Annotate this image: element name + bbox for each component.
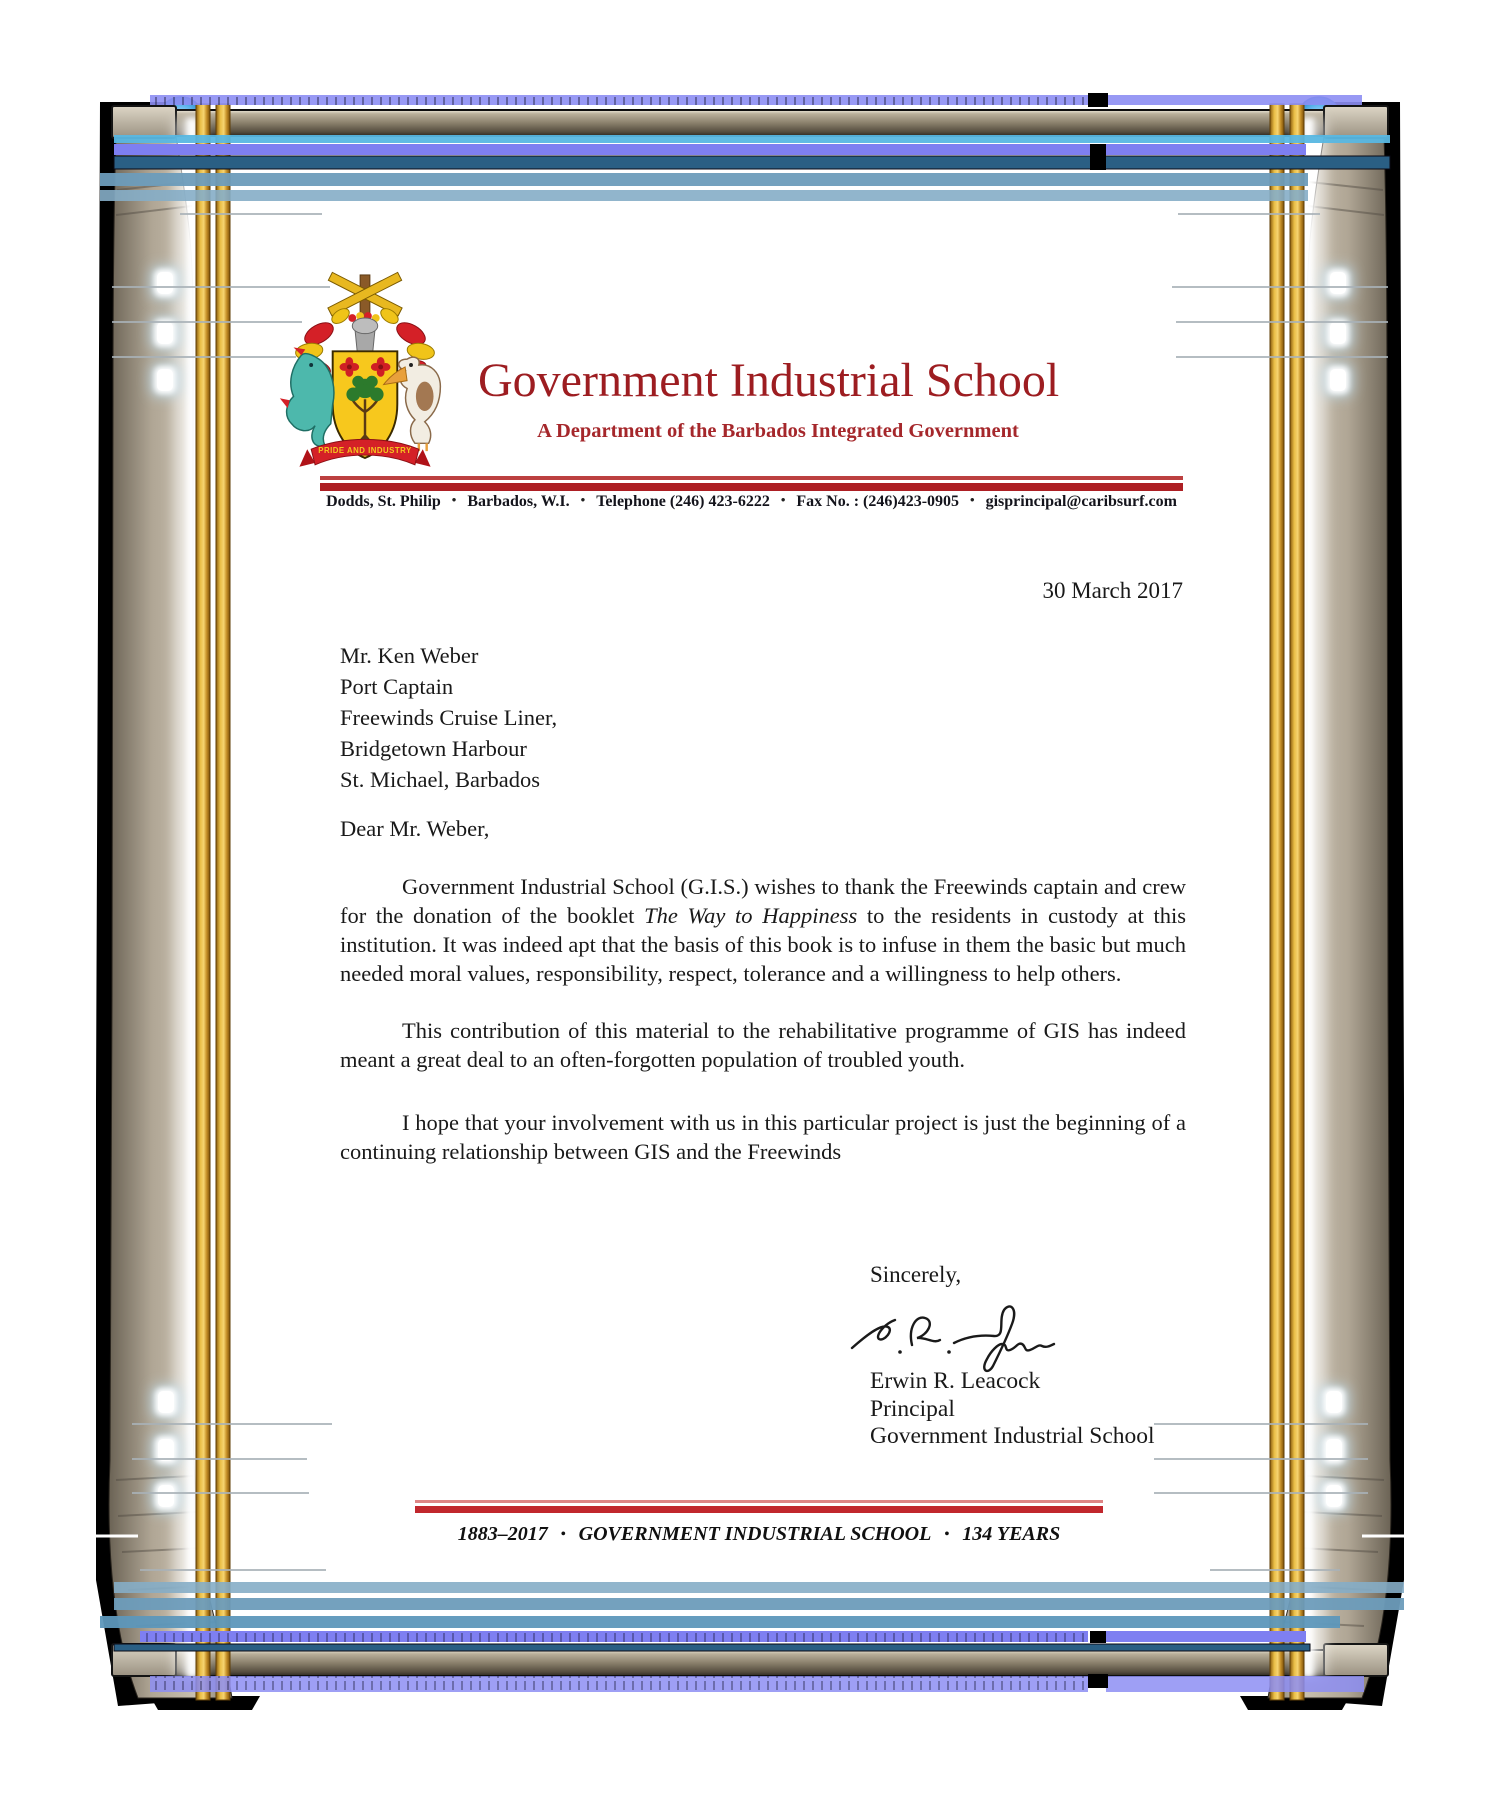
footer-anniversary: 134 YEARS (962, 1523, 1061, 1545)
contact-fax: Fax No. : (246)423-0905 (796, 493, 960, 510)
footer-organization: GOVERNMENT INDUSTRIAL SCHOOL (578, 1523, 932, 1545)
letter-date: 30 March 2017 (1042, 578, 1183, 603)
recipient-parish: St. Michael, Barbados (340, 767, 540, 792)
body-paragraph-1 (340, 872, 1186, 988)
barbados-coat-of-arms (272, 256, 458, 474)
contact-email: gisprincipal@caribsurf.com (985, 493, 1177, 510)
bullet-separator: • (780, 492, 786, 507)
school-name-title: Government Industrial School (478, 354, 1060, 407)
recipient-organization: Freewinds Cruise Liner, (340, 705, 558, 730)
header-rule-thick (320, 483, 1183, 491)
bullet-separator: • (580, 492, 586, 507)
recipient-address-block (340, 640, 557, 795)
signer-organization: Government Industrial School (870, 1423, 1155, 1449)
signer-title: Principal (870, 1395, 955, 1422)
footer-anniversary-line (375, 1523, 1143, 1546)
bullet-separator: • (451, 492, 457, 507)
body-paragraph-3: I hope that your involvement with us in this particular project is just the beginning of a continuing relationship between GIS and the Freewinds (340, 1110, 1186, 1164)
bullet-separator: • (560, 1527, 566, 1542)
recipient-location: Bridgetown Harbour (340, 736, 527, 761)
paragraph-text: Government Industrial School (G.I.S.) wishes to thank the Freewinds captain and crew for the donation of the booklet (340, 874, 1186, 928)
footer-rule-thick (415, 1506, 1103, 1513)
footer-rule-thin (415, 1500, 1103, 1503)
footer-years-range: 1883–2017 (457, 1523, 548, 1545)
bullet-separator: • (944, 1527, 950, 1542)
salutation: Dear Mr. Weber, (340, 816, 490, 841)
contact-telephone: Telephone (246) 423-6222 (596, 493, 770, 510)
body-paragraph-2: This contribution of this material to the rehabilitative programme of GIS has indeed meant a great deal to an often-forgotten population of troubled youth. (340, 1018, 1186, 1072)
crest-motto-text: PRIDE AND INDUSTRY (318, 446, 412, 456)
booklet-title-italic: The Way to Happiness (644, 903, 858, 928)
recipient-name: Mr. Ken Weber (340, 643, 479, 668)
paragraph-text: to the residents in custody at this institution. It was indeed apt that the basis of this book is to infuse in them the basic but much needed moral values, responsibility, respect, tolerance and a willingness to help others. (340, 903, 1186, 986)
signer-block (870, 1368, 1155, 1451)
school-tagline: A Department of the Barbados Integrated Government (537, 420, 1019, 442)
recipient-title: Port Captain (340, 674, 454, 699)
contact-address: Dodds, St. Philip (326, 493, 441, 510)
crest-helmet (348, 312, 379, 351)
closing-word: Sincerely, (870, 1262, 962, 1287)
crest-dolphin (280, 347, 334, 455)
header-rule-thin (320, 476, 1183, 480)
contact-country: Barbados, W.I. (467, 493, 570, 510)
signer-name: Erwin R. Leacock (870, 1368, 1041, 1394)
contact-line (320, 493, 1183, 511)
bullet-separator: • (970, 492, 975, 507)
